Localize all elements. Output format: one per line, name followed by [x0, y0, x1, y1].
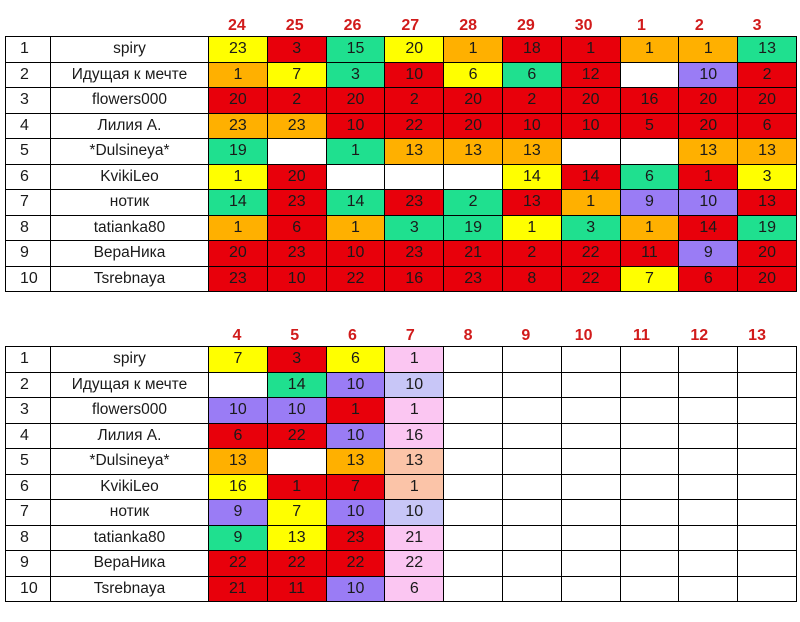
participant-name: ВераНика: [51, 241, 209, 267]
score-cell: [620, 449, 679, 475]
score-cell: [444, 551, 503, 577]
score-cell: 10: [502, 113, 561, 139]
score-cell: 5: [620, 113, 679, 139]
score-cell: 20: [209, 88, 268, 114]
participant-name: *Dulsineya*: [51, 139, 209, 165]
score-cell: 10: [326, 241, 385, 267]
score-cell: [679, 576, 738, 602]
day-header: 25: [285, 17, 304, 34]
score-cell: [561, 398, 620, 424]
table-row: [6, 215, 797, 241]
score-cell: 6: [444, 62, 503, 88]
top-day-header: [0, 14, 797, 36]
score-cell: [502, 449, 561, 475]
participant-name: Идущая к мечте: [51, 62, 209, 88]
score-cell: [679, 551, 738, 577]
participant-name: spiry: [51, 37, 209, 63]
day-header: 10: [574, 327, 593, 344]
score-cell: 1: [385, 398, 444, 424]
score-cell: 3: [267, 37, 326, 63]
score-cell: 1: [620, 37, 679, 63]
score-cell: 14: [209, 190, 268, 216]
score-cell: [444, 423, 503, 449]
table-row: [6, 372, 797, 398]
score-cell: 2: [444, 190, 503, 216]
score-cell: [679, 347, 738, 373]
score-cell: 1: [679, 37, 738, 63]
score-cell: 23: [267, 241, 326, 267]
score-cell: 15: [326, 37, 385, 63]
score-cell: 1: [561, 190, 620, 216]
score-cell: 6: [267, 215, 326, 241]
row-number: 6: [6, 164, 51, 190]
score-cell: 21: [385, 525, 444, 551]
table-row: [6, 551, 797, 577]
score-cell: [444, 525, 503, 551]
score-cell: 13: [738, 139, 797, 165]
score-cell: 14: [561, 164, 620, 190]
day-header: 3: [752, 17, 762, 34]
score-cell: 20: [679, 88, 738, 114]
score-cell: 8: [502, 266, 561, 292]
score-cell: 10: [267, 398, 326, 424]
table-row: [6, 62, 797, 88]
score-cell: 10: [679, 190, 738, 216]
score-cell: 10: [209, 398, 268, 424]
row-number: 3: [6, 88, 51, 114]
row-number: 8: [6, 525, 51, 551]
score-cell: 6: [679, 266, 738, 292]
score-cell: 6: [209, 423, 268, 449]
day-header: 9: [521, 327, 531, 344]
score-cell: 16: [209, 474, 268, 500]
score-cell: 14: [502, 164, 561, 190]
day-header: 27: [401, 17, 420, 34]
score-cell: 13: [326, 449, 385, 475]
score-cell: 10: [385, 62, 444, 88]
score-cell: [267, 139, 326, 165]
score-cell: 1: [502, 215, 561, 241]
score-cell: 2: [738, 62, 797, 88]
row-number: 9: [6, 241, 51, 267]
score-cell: [620, 500, 679, 526]
score-cell: 13: [502, 139, 561, 165]
score-cell: 13: [267, 525, 326, 551]
score-cell: 20: [209, 241, 268, 267]
day-header: 29: [516, 17, 535, 34]
score-cell: 1: [679, 164, 738, 190]
table-row: [6, 241, 797, 267]
score-cell: 1: [326, 215, 385, 241]
table-row: [6, 164, 797, 190]
score-cell: [738, 474, 797, 500]
score-cell: 6: [738, 113, 797, 139]
day-header: 7: [405, 327, 415, 344]
score-cell: [502, 398, 561, 424]
table-row: [6, 266, 797, 292]
table-row: [6, 347, 797, 373]
day-header: 24: [228, 17, 246, 34]
score-cell: 20: [561, 88, 620, 114]
score-cell: 13: [385, 449, 444, 475]
day-header: 4: [232, 327, 242, 344]
participant-name: Tsrebnaya: [51, 266, 209, 292]
score-cell: 11: [267, 576, 326, 602]
score-cell: [738, 576, 797, 602]
score-cell: [620, 423, 679, 449]
score-cell: [502, 372, 561, 398]
score-cell: [738, 347, 797, 373]
score-cell: [620, 347, 679, 373]
participant-name: KvikiLeo: [51, 164, 209, 190]
score-cell: 14: [326, 190, 385, 216]
score-cell: 1: [209, 62, 268, 88]
score-cell: 1: [209, 215, 268, 241]
score-cell: [444, 164, 503, 190]
row-number: 9: [6, 551, 51, 577]
row-number: 7: [6, 190, 51, 216]
score-cell: 1: [326, 398, 385, 424]
score-cell: 20: [444, 88, 503, 114]
score-cell: 10: [326, 500, 385, 526]
score-cell: [444, 347, 503, 373]
score-cell: 23: [326, 525, 385, 551]
score-cell: [620, 139, 679, 165]
score-cell: 21: [444, 241, 503, 267]
score-cell: 23: [209, 113, 268, 139]
score-cell: 7: [267, 62, 326, 88]
score-cell: [620, 62, 679, 88]
score-cell: [738, 398, 797, 424]
day-header: 26: [343, 17, 362, 34]
score-cell: 1: [209, 164, 268, 190]
score-cell: 20: [679, 113, 738, 139]
score-cell: 16: [620, 88, 679, 114]
score-cell: 6: [620, 164, 679, 190]
score-cell: [444, 576, 503, 602]
score-cell: [444, 372, 503, 398]
score-cell: 13: [209, 449, 268, 475]
score-cell: [679, 423, 738, 449]
score-cell: 3: [326, 62, 385, 88]
score-cell: 13: [738, 190, 797, 216]
table-row: [6, 37, 797, 63]
bottom-schedule: [0, 324, 797, 602]
score-cell: 1: [561, 37, 620, 63]
score-cell: 20: [385, 37, 444, 63]
score-cell: 1: [385, 474, 444, 500]
day-header: 30: [574, 17, 593, 34]
score-cell: 22: [267, 551, 326, 577]
day-header: 1: [637, 17, 646, 34]
row-number: 10: [6, 266, 51, 292]
table-row: [6, 423, 797, 449]
table-row: [6, 398, 797, 424]
table-row: [6, 190, 797, 216]
score-cell: 13: [444, 139, 503, 165]
score-cell: [561, 500, 620, 526]
row-number: 10: [6, 576, 51, 602]
score-cell: 6: [326, 347, 385, 373]
score-cell: 1: [385, 347, 444, 373]
score-cell: [561, 372, 620, 398]
score-cell: [502, 500, 561, 526]
score-cell: [444, 398, 503, 424]
score-cell: [561, 525, 620, 551]
score-cell: [444, 500, 503, 526]
row-number: 4: [6, 113, 51, 139]
score-cell: 10: [326, 113, 385, 139]
score-cell: 9: [209, 500, 268, 526]
table-row: [6, 576, 797, 602]
score-cell: 1: [267, 474, 326, 500]
score-cell: 10: [385, 500, 444, 526]
table-row: [6, 525, 797, 551]
score-cell: 19: [738, 215, 797, 241]
score-cell: [385, 164, 444, 190]
score-cell: 2: [502, 88, 561, 114]
score-cell: 20: [444, 113, 503, 139]
participant-name: ВераНика: [51, 551, 209, 577]
score-cell: 9: [679, 241, 738, 267]
score-cell: 2: [502, 241, 561, 267]
score-cell: [502, 576, 561, 602]
participant-name: tatianka80: [51, 215, 209, 241]
day-header: 12: [690, 327, 709, 344]
top-schedule: [0, 14, 797, 292]
participant-name: spiry: [51, 347, 209, 373]
table-row: [6, 88, 797, 114]
top-score-table: [5, 36, 797, 292]
day-header: 6: [348, 327, 357, 344]
score-cell: [738, 500, 797, 526]
participant-name: нотик: [51, 190, 209, 216]
score-cell: 22: [561, 241, 620, 267]
participant-name: Лилия А.: [51, 423, 209, 449]
score-cell: 1: [326, 139, 385, 165]
score-cell: 22: [267, 423, 326, 449]
row-number: 2: [6, 62, 51, 88]
day-header: 13: [748, 327, 766, 344]
score-cell: 9: [620, 190, 679, 216]
score-cell: 10: [326, 423, 385, 449]
score-cell: [620, 576, 679, 602]
score-cell: 11: [620, 241, 679, 267]
score-cell: 2: [267, 88, 326, 114]
score-cell: [444, 449, 503, 475]
score-cell: 22: [326, 551, 385, 577]
score-cell: [620, 551, 679, 577]
score-cell: [209, 372, 268, 398]
row-number: 6: [6, 474, 51, 500]
score-cell: 13: [738, 37, 797, 63]
score-cell: 2: [385, 88, 444, 114]
score-cell: 21: [209, 576, 268, 602]
score-cell: [679, 372, 738, 398]
score-cell: 10: [326, 576, 385, 602]
score-cell: 14: [679, 215, 738, 241]
score-cell: 13: [502, 190, 561, 216]
score-cell: 23: [209, 266, 268, 292]
score-cell: [502, 423, 561, 449]
table-row: [6, 139, 797, 165]
day-header: 5: [290, 327, 300, 344]
score-cell: [561, 139, 620, 165]
score-cell: [561, 474, 620, 500]
score-cell: 20: [738, 88, 797, 114]
score-cell: [502, 347, 561, 373]
score-cell: 20: [326, 88, 385, 114]
score-cell: 20: [267, 164, 326, 190]
participant-name: Идущая к мечте: [51, 372, 209, 398]
table-row: [6, 474, 797, 500]
score-cell: 1: [444, 37, 503, 63]
score-cell: 10: [561, 113, 620, 139]
score-cell: 6: [385, 576, 444, 602]
row-number: 8: [6, 215, 51, 241]
score-cell: 10: [326, 372, 385, 398]
score-cell: [738, 449, 797, 475]
score-cell: [561, 423, 620, 449]
score-cell: 23: [444, 266, 503, 292]
row-number: 4: [6, 423, 51, 449]
score-cell: [561, 449, 620, 475]
participant-name: KvikiLeo: [51, 474, 209, 500]
score-cell: 16: [385, 266, 444, 292]
score-cell: 3: [561, 215, 620, 241]
score-cell: 9: [209, 525, 268, 551]
table-row: [6, 500, 797, 526]
score-cell: 18: [502, 37, 561, 63]
score-cell: [561, 551, 620, 577]
participant-name: flowers000: [51, 88, 209, 114]
score-cell: 10: [679, 62, 738, 88]
score-cell: 22: [326, 266, 385, 292]
score-cell: 23: [385, 190, 444, 216]
score-cell: 3: [267, 347, 326, 373]
row-number: 7: [6, 500, 51, 526]
day-header: 8: [463, 327, 473, 344]
score-cell: [502, 474, 561, 500]
score-cell: 22: [561, 266, 620, 292]
score-cell: 19: [444, 215, 503, 241]
row-number: 1: [6, 37, 51, 63]
score-cell: 12: [561, 62, 620, 88]
score-cell: [502, 551, 561, 577]
row-number: 5: [6, 139, 51, 165]
day-header: 11: [633, 327, 650, 344]
score-cell: 23: [267, 113, 326, 139]
score-cell: 1: [620, 215, 679, 241]
score-cell: 7: [209, 347, 268, 373]
score-cell: 19: [209, 139, 268, 165]
score-cell: [679, 398, 738, 424]
score-cell: [738, 372, 797, 398]
score-cell: [620, 474, 679, 500]
score-cell: [679, 525, 738, 551]
participant-name: Лилия А.: [51, 113, 209, 139]
score-cell: [738, 525, 797, 551]
row-number: 1: [6, 347, 51, 373]
score-cell: 13: [385, 139, 444, 165]
score-cell: 22: [385, 551, 444, 577]
score-cell: [620, 525, 679, 551]
score-cell: 23: [209, 37, 268, 63]
score-cell: 3: [738, 164, 797, 190]
score-cell: 23: [267, 190, 326, 216]
score-cell: 23: [385, 241, 444, 267]
score-cell: 13: [679, 139, 738, 165]
score-cell: 7: [326, 474, 385, 500]
score-cell: [679, 500, 738, 526]
score-cell: 3: [385, 215, 444, 241]
score-cell: 20: [738, 266, 797, 292]
score-cell: [679, 449, 738, 475]
bottom-day-header: [0, 324, 797, 346]
score-cell: [267, 449, 326, 475]
day-header: 2: [694, 17, 704, 34]
score-cell: 7: [620, 266, 679, 292]
participant-name: *Dulsineya*: [51, 449, 209, 475]
score-cell: [502, 525, 561, 551]
day-header: 28: [459, 17, 477, 34]
score-cell: [679, 474, 738, 500]
score-cell: 6: [502, 62, 561, 88]
score-cell: 22: [385, 113, 444, 139]
score-cell: 16: [385, 423, 444, 449]
participant-name: нотик: [51, 500, 209, 526]
score-cell: 22: [209, 551, 268, 577]
table-row: [6, 449, 797, 475]
table-row: [6, 113, 797, 139]
score-cell: 10: [385, 372, 444, 398]
participant-name: tatianka80: [51, 525, 209, 551]
score-cell: [561, 347, 620, 373]
score-cell: [561, 576, 620, 602]
bottom-score-table: [5, 346, 797, 602]
score-cell: [326, 164, 385, 190]
score-cell: [444, 474, 503, 500]
score-cell: 7: [267, 500, 326, 526]
score-cell: 10: [267, 266, 326, 292]
score-cell: [620, 398, 679, 424]
row-number: 2: [6, 372, 51, 398]
score-cell: [738, 423, 797, 449]
row-number: 3: [6, 398, 51, 424]
score-cell: 20: [738, 241, 797, 267]
score-cell: [620, 372, 679, 398]
score-cell: 14: [267, 372, 326, 398]
row-number: 5: [6, 449, 51, 475]
participant-name: flowers000: [51, 398, 209, 424]
participant-name: Tsrebnaya: [51, 576, 209, 602]
score-cell: [738, 551, 797, 577]
